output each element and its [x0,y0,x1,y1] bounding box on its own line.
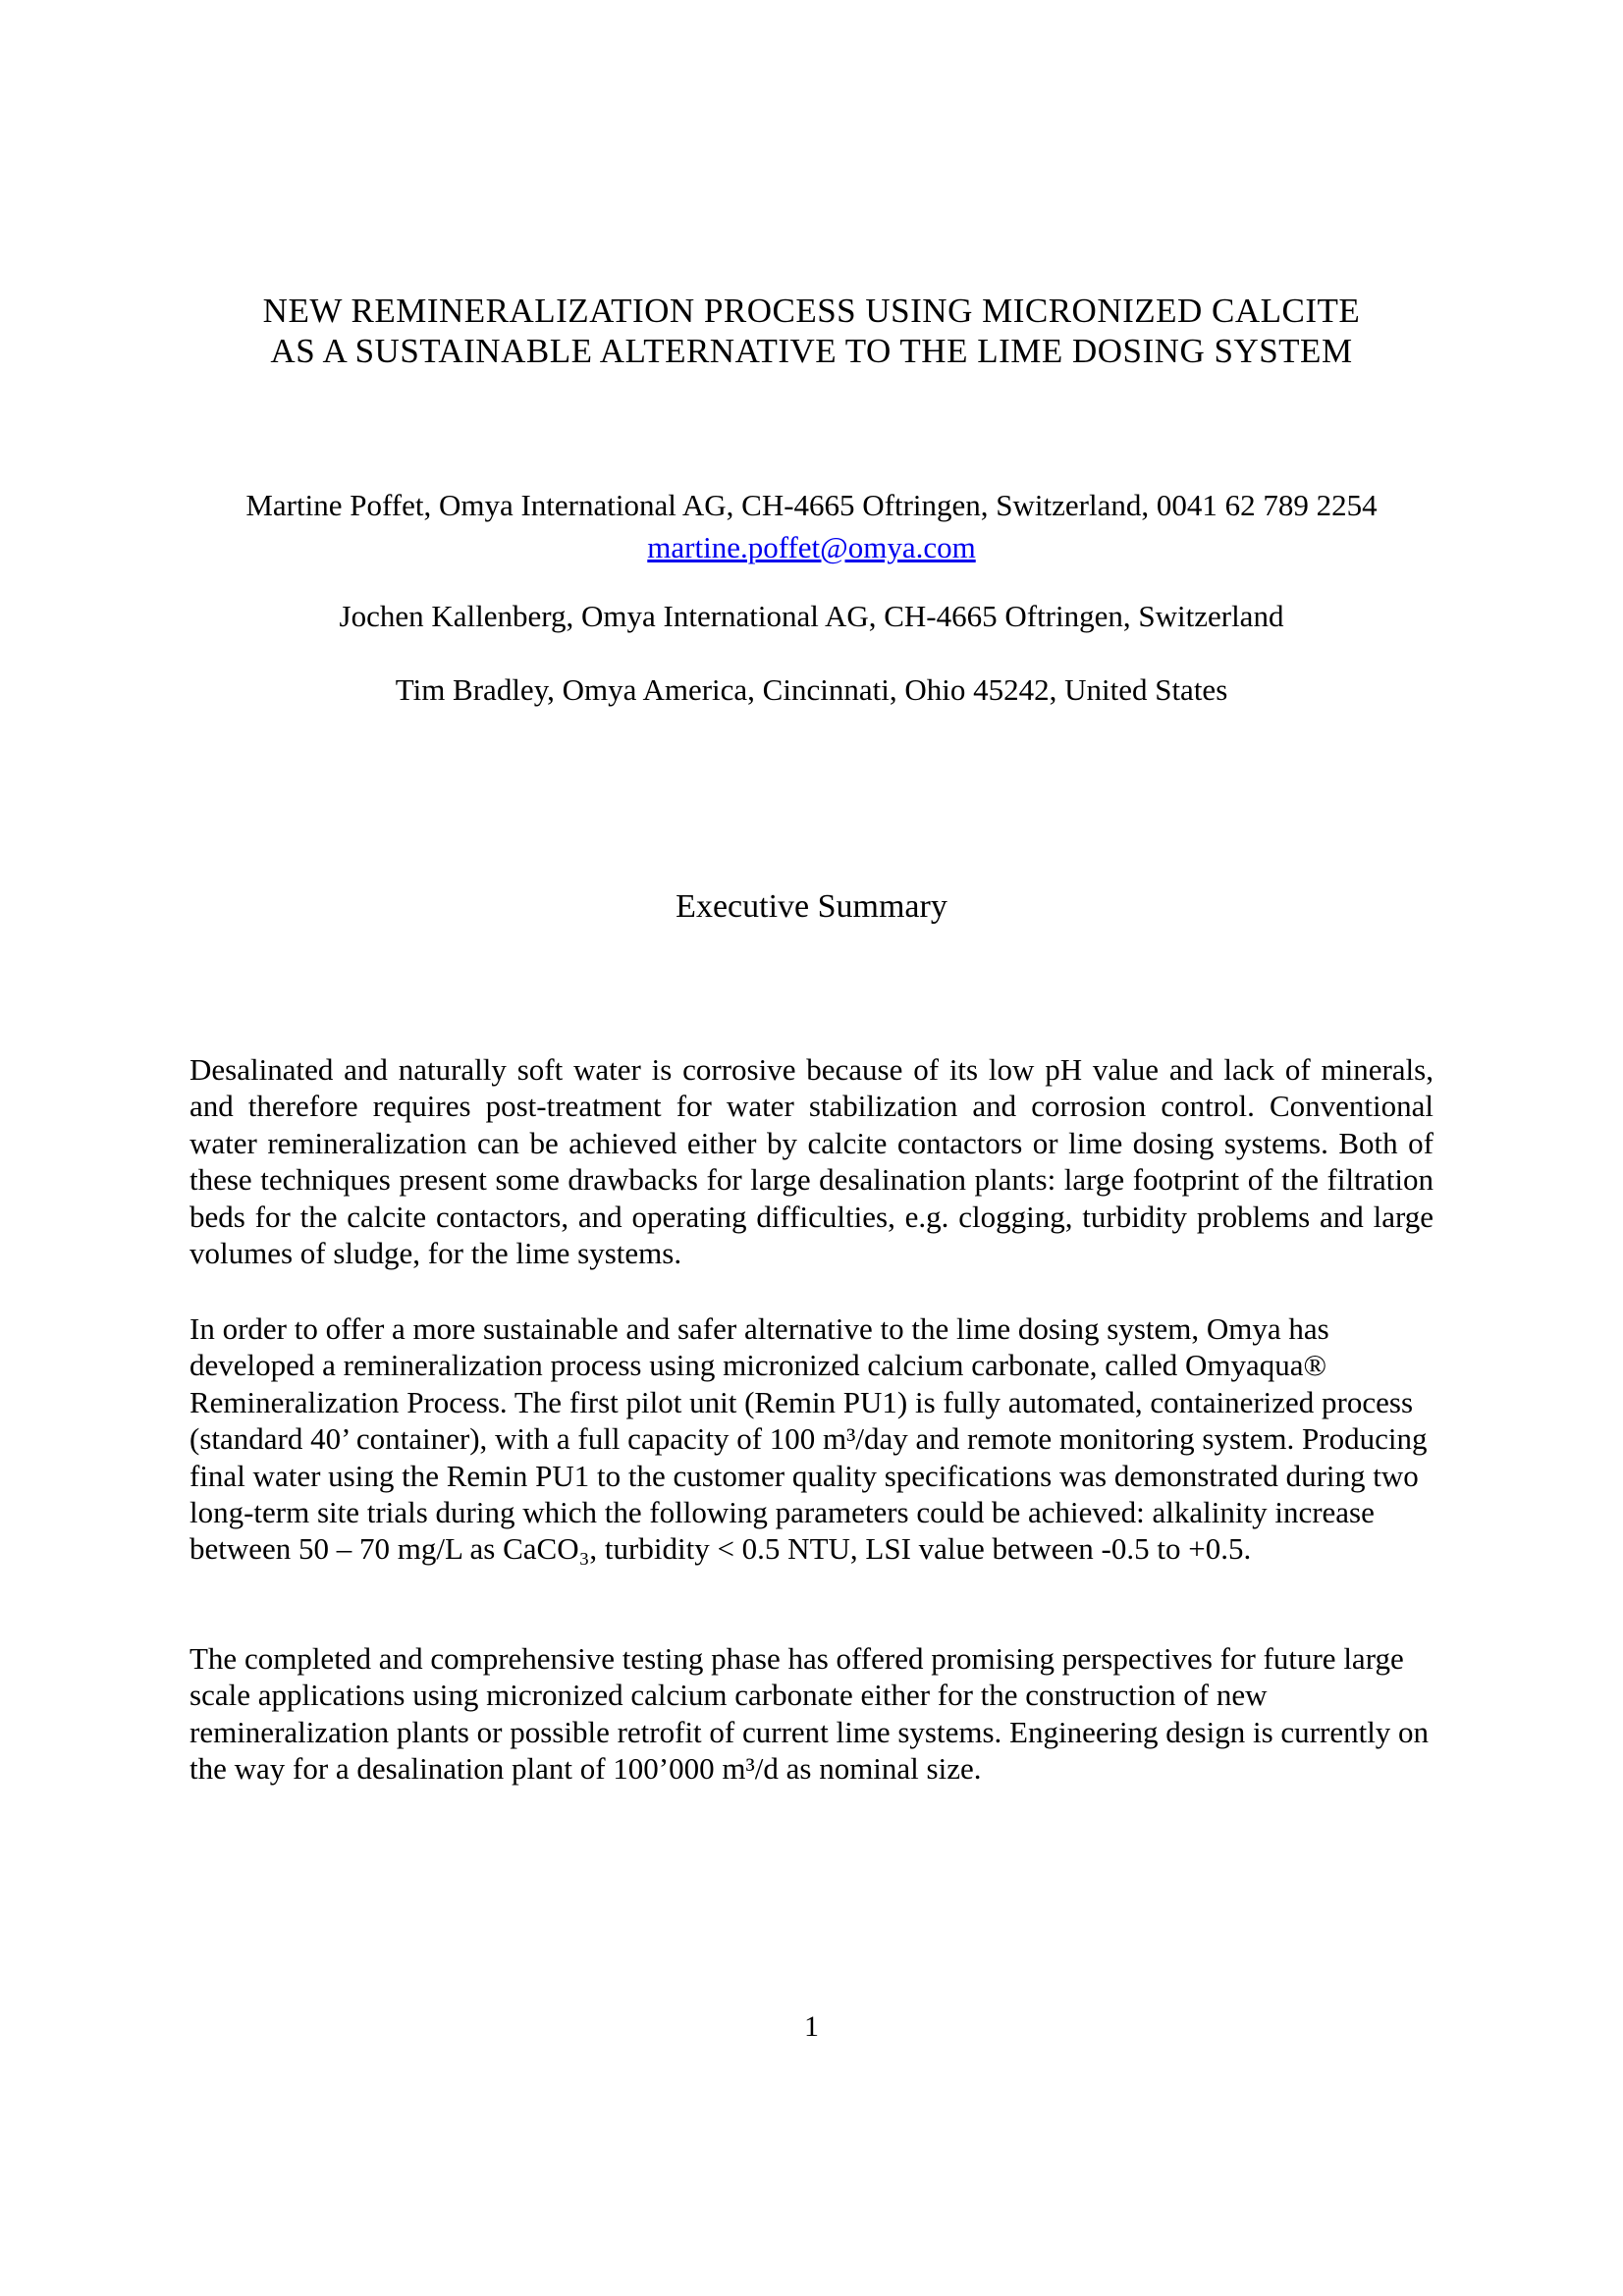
paper-title-line2: AS A SUSTAINABLE ALTERNATIVE TO THE LIME DOSING SYSTEM [270,332,1353,370]
author-2-affiliation: Jochen Kallenberg, Omya International AG, CH-4665 Oftringen, Switzerland [339,599,1284,633]
author-3-affiliation: Tim Bradley, Omya America, Cincinnati, Ohio 45242, United States [395,672,1228,707]
paragraph-1: Desalinated and naturally soft water is corrosive because of its low pH value and lack of minerals, and therefore requires post-treatment for water stabilization and corrosion control. Conventional water remineralization can be achieved either by calcite contactors or lime dosing systems. Both of these techniques present some drawbacks for large desalination plants: large footprint of the filtration beds for the calcite contactors, and operating difficulties, e.g. clogging, turbidity problems and large volumes of sludge, for the lime systems. [189,1052,1434,1271]
section-heading-executive-summary: Executive Summary [676,888,947,925]
author-1-email-line [0,526,1623,568]
author-block-1 [0,484,1623,568]
paragraph-2: In order to offer a more sustainable and safer alternative to the lime dosing system, Omya has developed a remineralization process using micronized calcium carbonate, called Omyaqua® Remineralization Process. The first pilot unit (Remin PU1) is fully automated, containerized process (standard 40’ container), with a full capacity of 100 m³/day and remote monitoring system. Producing final water using the Remin PU1 to the customer quality specifications was demonstrated during two long-term site trials during which the following parameters could be achieved: alkalinity increase between 50 – 70 mg/L as CaCO₃, turbidity < 0.5 NTU, LSI value between -0.5 to +0.5. [189,1311,1428,1567]
paper-title-line1: NEW REMINERALIZATION PROCESS USING MICRONIZED CALCITE [262,292,1361,330]
page-number: 1 [804,2010,819,2043]
paper-title [0,291,1623,371]
email-link[interactable]: martine.poffet@omya.com [647,530,976,564]
author-1-affiliation: Martine Poffet, Omya International AG, CH-4665 Oftringen, Switzerland, 0041 62 789 2254 [245,488,1378,522]
paragraph-3: The completed and comprehensive testing phase has offered promising perspectives for future large scale applications using micronized calcium carbonate either for the construction of new remineralization plants or possible retrofit of current lime systems. Engineering design is currently on the way for a desalination plant of 100’000 m³/d as nominal size. [189,1641,1430,1787]
